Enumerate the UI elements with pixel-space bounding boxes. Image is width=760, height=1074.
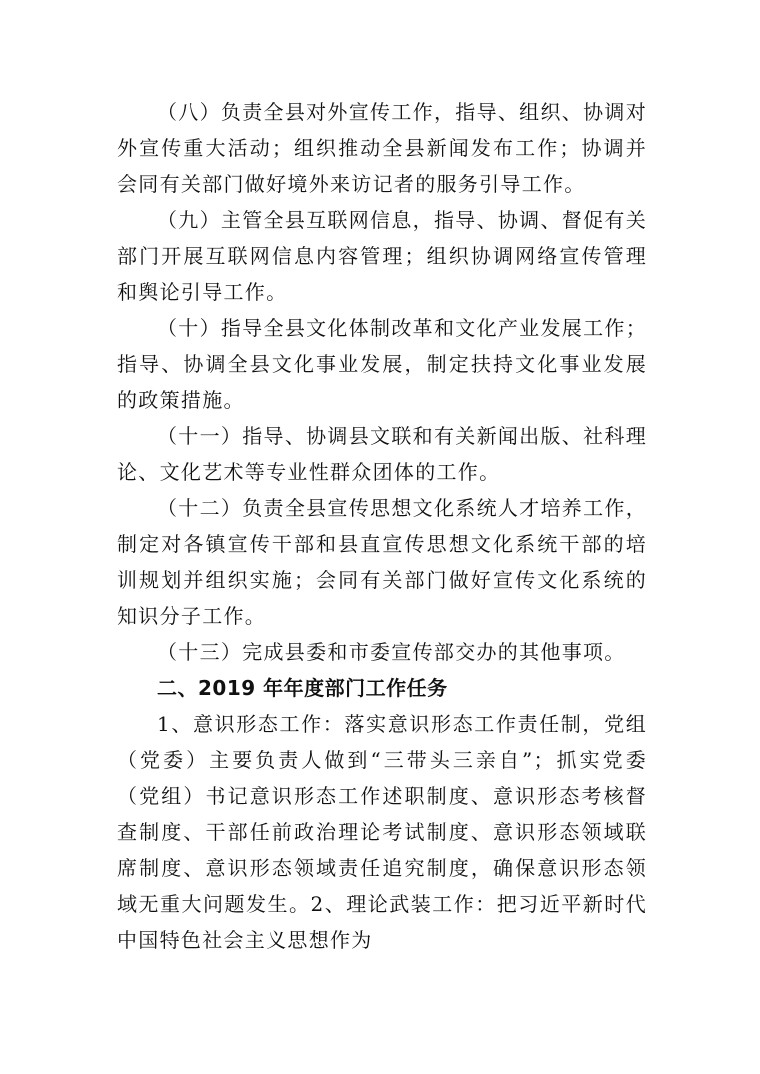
paragraph-item-8: （八）负责全县对外宣传工作，指导、组织、协调对外宣传重大活动；组织推动全县新闻发布工作；协调并会同有关部门做好境外来访记者的服务引导工作。 (117, 100, 647, 196)
paragraph-item-12: （十二）负责全县宣传思想文化系统人才培养工作，制定对各镇宣传干部和县直宣传思想文化系统干部的培训规划并组织实施；会同有关部门做好宣传文化系统的知识分子工作。 (117, 496, 647, 628)
paragraph-item-10: （十）指导全县文化体制改革和文化产业发展工作；指导、协调全县文化事业发展，制定扶持文化事业发展的政策措施。 (117, 316, 647, 412)
section-heading: 二、2019 年年度部门工作任务 (157, 676, 448, 700)
section-paragraph: 1、意识形态工作：落实意识形态工作责任制，党组（党委）主要负责人做到“三带头三亲自”；抓实党委（党组）书记意识形态工作述职制度、意识形态考核督查制度、干部任前政治理论考试制度、意识形态领域联席制度、意识形态领域责任追究制度，确保意识形态领域无重大问题发生。2、理论武装工作：把习近平新时代中国特色社会主义思想作为 (117, 712, 647, 952)
paragraph-item-11: （十一）指导、协调县文联和有关新闻出版、社科理论、文化艺术等专业性群众团体的工作。 (117, 424, 647, 484)
document-body (117, 94, 647, 958)
paragraph-item-13: （十三）完成县委和市委宣传部交办的其他事项。 (157, 640, 626, 664)
paragraph-item-9: （九）主管全县互联网信息，指导、协调、督促有关部门开展互联网信息内容管理；组织协调网络宣传管理和舆论引导工作。 (117, 208, 647, 304)
